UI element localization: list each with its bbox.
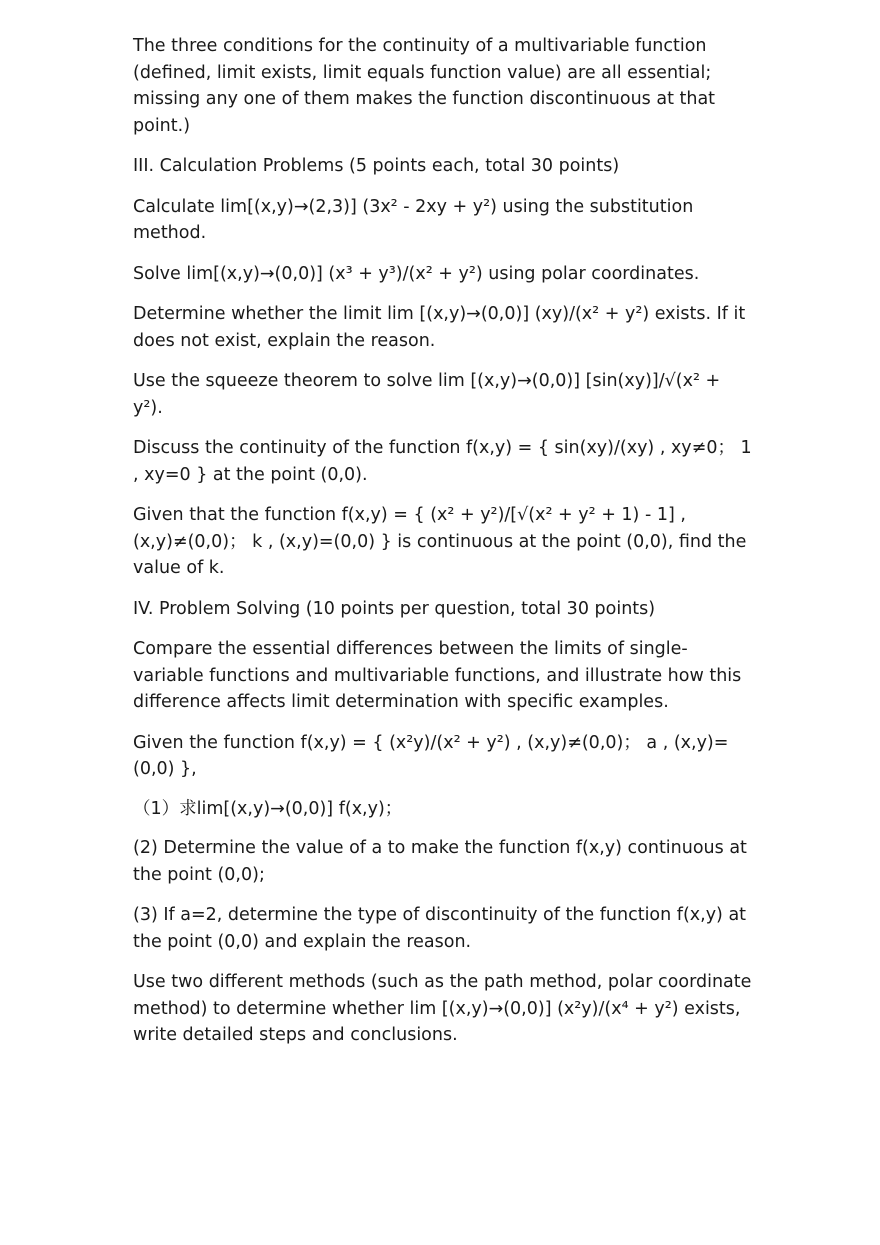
problem-substitution-limit: Calculate lim[(x,y)→(2,3)] (3x² - 2xy + y²) using the substitution method. <box>133 196 699 243</box>
problem-find-k: Given that the function f(x,y) = { (x² + y²)/[√(x² + y² + 1) - 1] , (x,y)≠(0,0)； k , (x,y)=(0,0) } is continuous at the point (0,0), find the value of k. <box>133 505 752 578</box>
problem-continuity-sin: Discuss the continuity of the function f(x,y) = { sin(xy)/(xy) , xy≠0； 1 , xy=0 } at the point (0,0). <box>133 438 758 485</box>
section-heading-problem-solving: IV. Problem Solving (10 points per question, total 30 points) <box>133 598 656 619</box>
paragraph-continuity-conditions: The three conditions for the continuity of a multivariable function (defined, limit exists, limit equals function value) are all essential; missing any one of them makes the function discontinuous at that point.) <box>133 36 721 136</box>
problem-limit-existence: Determine whether the limit lim [(x,y)→(0,0)] (xy)/(x² + y²) exists. If it does not exist, explain the reason. <box>133 304 751 351</box>
problem-polar-coordinates-limit: Solve lim[(x,y)→(0,0)] (x³ + y³)/(x² + y²) using polar coordinates. <box>133 263 700 284</box>
section-heading-calculation-problems: III. Calculation Problems (5 points each, total 30 points) <box>133 156 620 176</box>
problem-two-methods: Use two different methods (such as the path method, polar coordinate method) to determine whether lim [(x,y)→(0,0)] (x²y)/(x⁴ + y²) exists, write detailed steps and conclusions. <box>133 972 757 1045</box>
subquestion-1: （1）求lim[(x,y)→(0,0)] f(x,y)； <box>133 798 403 819</box>
document-body <box>133 33 758 1063</box>
subquestion-2: (2) Determine the value of a to make the function f(x,y) continuous at the point (0,0); <box>133 838 753 885</box>
problem-piecewise-function: Given the function f(x,y) = { (x²y)/(x² + y²) , (x,y)≠(0,0)； a , (x,y)=(0,0) }, <box>133 732 729 779</box>
problem-compare-limits: Compare the essential differences between the limits of single-variable functions and multivariable functions, and illustrate how this difference affects limit determination with specific examples. <box>133 639 747 712</box>
subquestion-3: (3) If a=2, determine the type of discontinuity of the function f(x,y) at the point (0,0) and explain the reason. <box>133 905 752 952</box>
problem-squeeze-theorem: Use the squeeze theorem to solve lim [(x,y)→(0,0)] [sin(xy)]/√(x² + y²). <box>133 371 726 418</box>
